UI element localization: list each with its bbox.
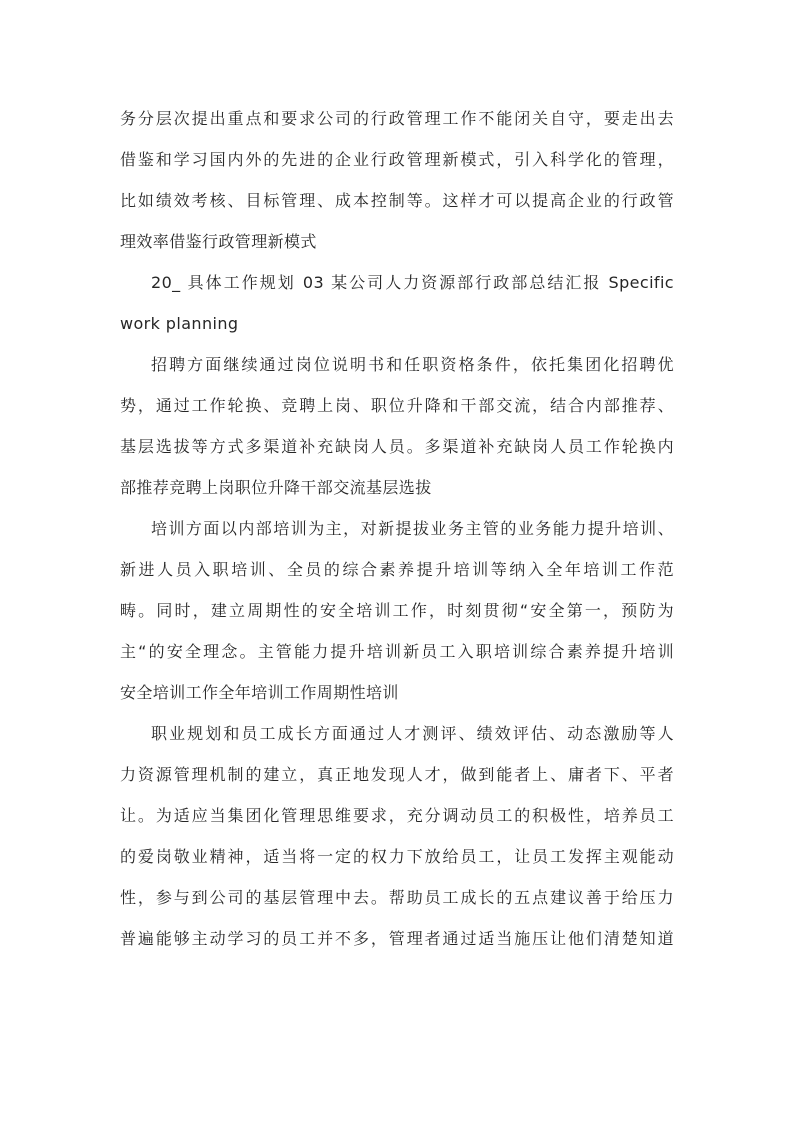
text-line: 招聘方面继续通过岗位说明书和任职资格条件，依托集团化招聘优 xyxy=(151,355,674,374)
text-line: 力资源管理机制的建立，真正地发现人才，做到能者上、庸者下、平者 xyxy=(120,765,674,784)
text-line: 借鉴和学习国内外的先进的企业行政管理新模式，引入科学化的管理， xyxy=(120,150,674,169)
text-line: 基层选拔等方式多渠道补充缺岗人员。多渠道补充缺岗人员工作轮换内 xyxy=(120,437,674,456)
document-page xyxy=(120,98,674,959)
paragraph xyxy=(120,98,674,262)
text-line: 务分层次提出重点和要求公司的行政管理工作不能闭关自守，要走出去 xyxy=(120,109,674,128)
text-line: 部推荐竞聘上岗职位升降干部交流基层选拔 xyxy=(120,478,432,497)
section-heading xyxy=(120,262,674,344)
text-line: 主“的安全理念。主管能力提升培训新员工入职培训综合素养提升培训 xyxy=(120,642,674,661)
paragraph xyxy=(120,713,674,959)
paragraph xyxy=(120,344,674,508)
text-line: 普遍能够主动学习的员工并不多，管理者通过适当施压让他们清楚知道 xyxy=(120,929,674,948)
text-line: 的爱岗敬业精神，适当将一定的权力下放给员工，让员工发挥主观能动 xyxy=(120,847,674,866)
text-line: 新进人员入职培训、全员的综合素养提升培训等纳入全年培训工作范 xyxy=(120,560,674,579)
text-line: 让。为适应当集团化管理思维要求，充分调动员工的积极性，培养员工 xyxy=(120,806,674,825)
text-line: work planning xyxy=(120,314,239,333)
paragraph xyxy=(120,508,674,713)
text-line: 职业规划和员工成长方面通过人才测评、绩效评估、动态激励等人 xyxy=(151,724,674,743)
text-line: 培训方面以内部培训为主，对新提拔业务主管的业务能力提升培训、 xyxy=(151,519,674,538)
text-line: 理效率借鉴行政管理新模式 xyxy=(120,232,317,251)
text-line: 比如绩效考核、目标管理、成本控制等。这样才可以提高企业的行政管 xyxy=(120,191,674,210)
text-line: 20_ 具体工作规划 03 某公司人力资源部行政部总结汇报 Specific xyxy=(151,273,674,292)
text-line: 安全培训工作全年培训工作周期性培训 xyxy=(120,683,399,702)
text-line: 势，通过工作轮换、竞聘上岗、职位升降和干部交流，结合内部推荐、 xyxy=(120,396,674,415)
text-line: 性，参与到公司的基层管理中去。帮助员工成长的五点建议善于给压力 xyxy=(120,888,674,907)
text-line: 畴。同时，建立周期性的安全培训工作，时刻贯彻“安全第一，预防为 xyxy=(120,601,674,620)
